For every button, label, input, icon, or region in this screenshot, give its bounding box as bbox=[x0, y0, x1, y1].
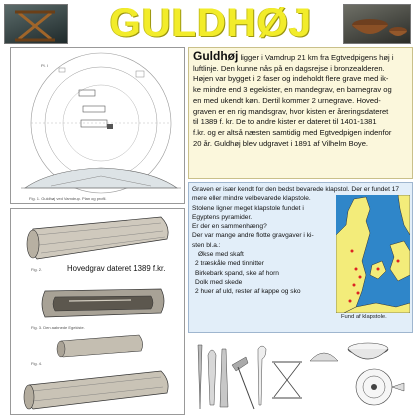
info-text bbox=[192, 185, 400, 297]
intro-text-box bbox=[188, 47, 413, 179]
svg-text:Fig. 4.: Fig. 4. bbox=[31, 361, 43, 366]
info-line: mere eller mindre velbevarede klapstole. bbox=[192, 195, 311, 203]
intro-line: ke mindre end 3 egekister, en mandegrav, en barnegrav og bbox=[193, 85, 392, 95]
page-title: GULDHØJ bbox=[109, 1, 313, 45]
folding-stool-find-map bbox=[336, 195, 410, 313]
grave-good-item: Birkebark spand, ske af horn bbox=[195, 269, 279, 277]
intro-line: Guldhøj ligger i Vamdrup 21 km fra Egtvedpigens høj i bbox=[193, 49, 394, 63]
main-grave-caption: Hovedgrav dateret 1389 f.kr. bbox=[67, 264, 166, 273]
info-line: Graven er især kendt for den bedst bevarede klapstol. Der er fundet 17 bbox=[192, 186, 400, 193]
info-line: Er der en sammenhæng? bbox=[192, 223, 267, 231]
folding-stool-photo bbox=[4, 4, 68, 44]
grave-good-item: 2 huer af uld, rester af kappe og sko bbox=[195, 288, 301, 296]
grave-goods-drawing bbox=[188, 335, 413, 415]
intro-lead-word: Guldhøj bbox=[193, 49, 239, 63]
intro-line: 20 år. Guldhøj blev udgravet i 1891 af Vilhelm Boye. bbox=[193, 138, 369, 148]
grave-goods-info-box bbox=[188, 182, 413, 333]
intro-line: Højen var bygget i 2 faser og indeholdt flere grave med ik- bbox=[193, 74, 389, 84]
map-caption: Fund af klapstole. bbox=[341, 314, 387, 320]
intro-line: graven er en rig mandsgrav, hvor kisten er åreringsdateret bbox=[193, 106, 389, 116]
svg-text:Fig. 1. Guldhøj ved Vamdrup. P: Fig. 1. Guldhøj ved Vamdrup. Plan og profil. bbox=[29, 196, 107, 201]
intro-line: f.kr. og er altså næsten samtidig med Egtvedpigen indenfor bbox=[193, 127, 392, 137]
svg-text:Fig. 2.: Fig. 2. bbox=[31, 267, 43, 272]
intro-line: en med ukendt køn. Dertil kommer 2 urnegrave. Hoved- bbox=[193, 95, 381, 105]
excavation-plan-drawing bbox=[10, 47, 185, 204]
intro-line: til 1389 f. kr. De to andre kister er dateret til 1401-1381 bbox=[193, 117, 377, 127]
intro-line: luftlinje. Den kunne nås på en dagsrejse i bronzealderen. bbox=[193, 63, 385, 73]
grave-good-item: Dolk med skede bbox=[195, 278, 243, 286]
oak-coffin-drawings bbox=[10, 208, 185, 415]
info-line: sten bl.a.: bbox=[192, 241, 221, 249]
grave-good-item: Økse med skaft bbox=[198, 251, 244, 259]
svg-text:Pl. I: Pl. I bbox=[41, 63, 48, 68]
svg-text:Fig. 3. Den aabnede Egekiste.: Fig. 3. Den aabnede Egekiste. bbox=[31, 325, 85, 330]
info-line: Der var mange andre flotte gravgaver i ki- bbox=[192, 232, 314, 240]
info-line: Egyptens pyramider. bbox=[192, 213, 253, 221]
wooden-bowls-photo bbox=[343, 4, 411, 44]
grave-good-item: 2 træskåle med tinnitter bbox=[195, 260, 264, 268]
info-line: Stolene ligner meget klapstole fundet i bbox=[192, 204, 304, 212]
